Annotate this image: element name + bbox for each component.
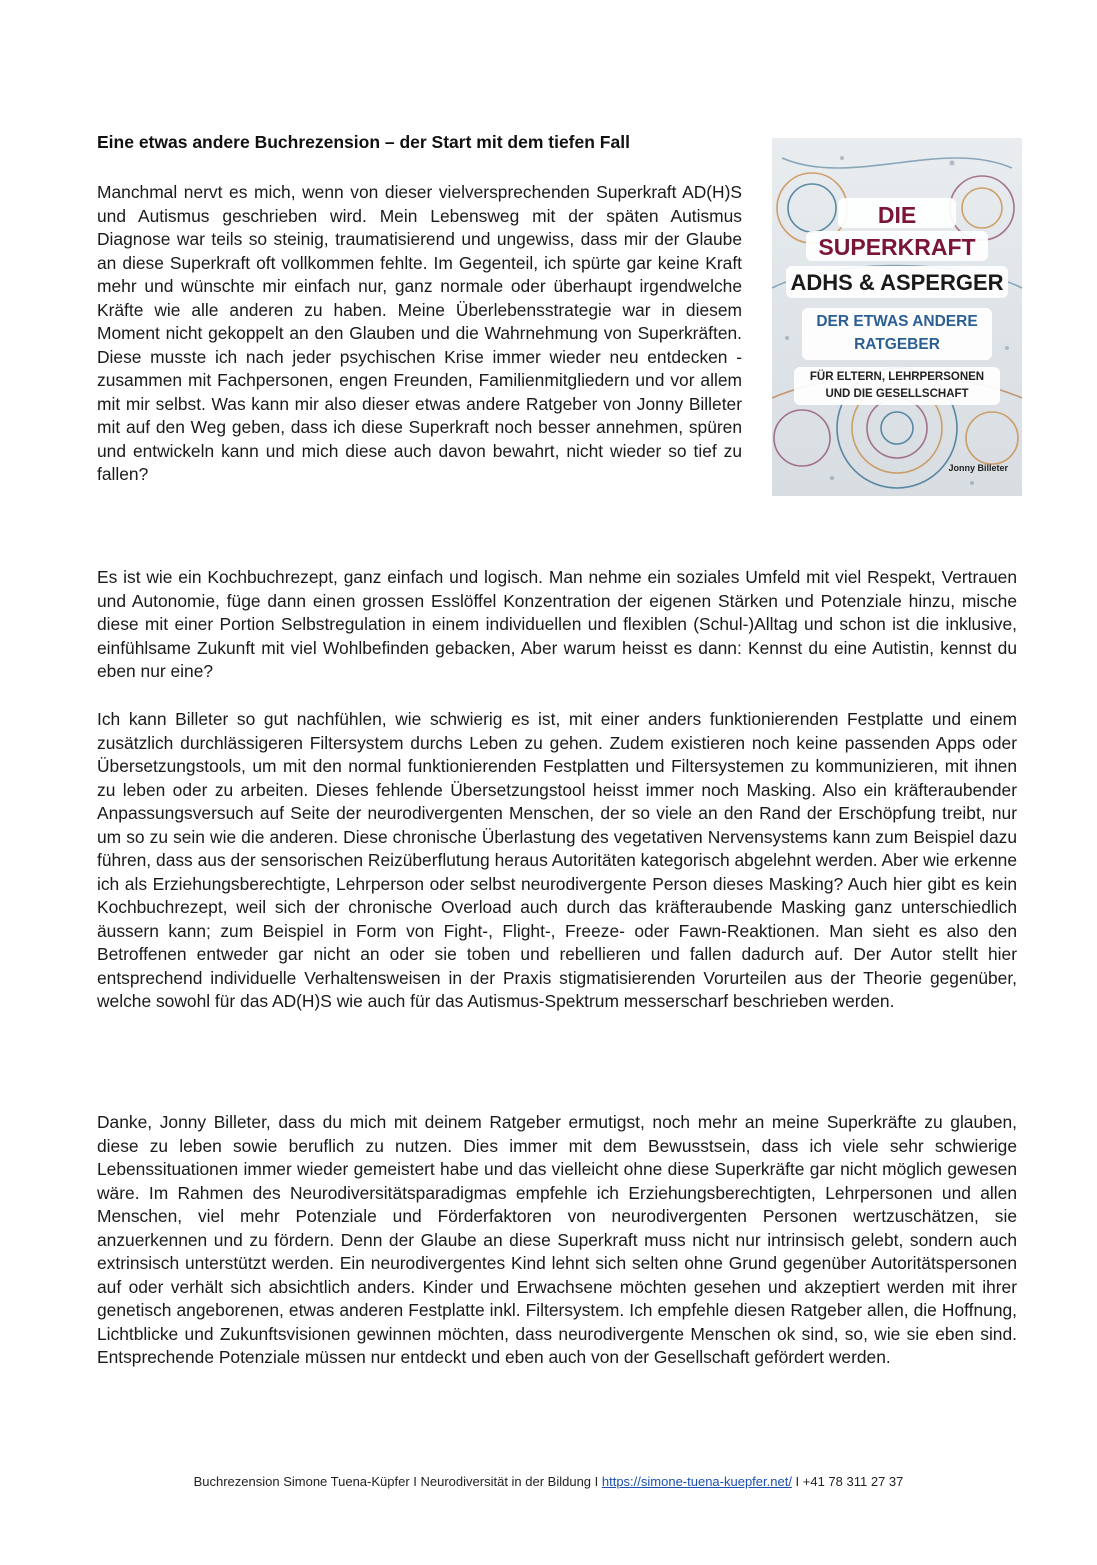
cover-title-adhs: ADHS & ASPERGER — [790, 270, 1004, 295]
cover-audience-2: UND DIE GESELLSCHAFT — [825, 388, 969, 400]
book-cover-image — [772, 138, 1022, 496]
paragraph-3: Ich kann Billeter so gut nachfühlen, wie schwierig es ist, mit einer anders funktionierenden Festplatte und einem zusätzlich durchlässigeren Filtersystem durchs Leben zu gehen. Zudem existieren noch keine passenden Apps oder Übersetzungstools, um mit den normal funktionierenden Festplatten und Filtersystemen zu kommunizieren, mit ihnen zu leben oder zu arbeiten. Dieses fehlende Übersetzungstool heisst immer noch Masking. Also ein kräfteraubender Anpassungsversuch auf Seite der neurodivergenten Menschen, der so viele an den Rand der Erschöpfung treibt, nur um so zu sein wie die anderen. Diese chronische Überlastung des vegetativen Nervensystems kann zum Beispiel dazu führen, dass aus der sensorischen Reizüberflutung heraus Autoritäten kategorisch abgelehnt werden. Aber wie erkenne ich als Erziehungsberechtigte, Lehrperson oder selbst neurodivergente Person dieses Masking? Auch hier gibt es kein Kochbuchrezept, weil sich der chronische Overload auch durch das kräfteraubende Masking ganz unterschiedlich äussern kann; zum Beispiel in Form von Fight-, Flight-, Freeze- oder Fawn-Reaktionen. Man sieht es also den Betroffenen entweder gar nicht an oder sie toben und rebellieren und fallen dadurch auf. Der Autor stellt hier entsprechend individuelle Verhaltensweisen in der Praxis stigmatisierenden Vorurteilen aus der Theorie gegenüber, welche sowohl für das AD(H)S wie auch für das Autismus-Spektrum messerscharf beschrieben werden. — [97, 709, 1017, 1011]
paragraph-1: Manchmal nervt es mich, wenn von dieser vielversprechenden Superkraft AD(H)S und Autismus geschrieben wird. Mein Lebensweg mit der späten Autismus Diagnose war teils so steinig, traumatisierend und ungewiss, dass mir der Glaube an diese Superkraft oft vollkommen fehlte. Im Gegenteil, ich spürte gar keine Kraft mehr und wünschte mir einfach nur, ganz normale oder überhaupt irgendwelche Kräfte wie alle anderen zu haben. Meine Überlebensstrategie war in diesem Moment nicht gekoppelt an den Glauben und die Wahrnehmung von Superkräften. Diese musste ich nach jeder psychischen Krise immer wieder neu entdecken - zusammen mit Fachpersonen, engen Freunden, Familienmitgliedern und vor allem mit mir selbst. Was kann mir also dieser etwas andere Ratgeber von Jonny Billeter mit auf den Weg geben, dass ich diese Superkraft noch besser annehmen, spüren und entwickeln kann und mich diese auch davon bewahrt, nicht wieder so tief zu fallen? — [97, 182, 742, 484]
paragraph-2: Es ist wie ein Kochbuchrezept, ganz einfach und logisch. Man nehme ein soziales Umfeld mit viel Respekt, Vertrauen und Autonomie, füge dann einen grossen Esslöffel Konzentration der eigenen Stärken und Potenziale hinzu, mische diese mit einer Portion Selbstregulation in einem individuellen und flexiblen (Schul-)Alltag und schon ist die inklusive, einfühlsame Zukunft mit viel Wohlbefinden gebacken, Aber warum heisst es dann: Kennst du eine Autistin, kennst du eben nur eine? — [97, 567, 1017, 681]
cover-audience-1: FÜR ELTERN, LEHRPERSONEN — [809, 371, 985, 383]
page-title: Eine etwas andere Buchrezension – der Start mit dem tiefen Fall — [97, 132, 630, 152]
cover-title-die: DIE — [877, 202, 917, 228]
paragraph-4: Danke, Jonny Billeter, dass du mich mit deinem Ratgeber ermutigst, noch mehr an meine Superkräfte zu glauben, diese zu leben sowie beruflich zu nutzen. Dies immer mit dem Bewusstsein, dass ich viele sehr schwierige Lebenssituationen immer wieder gemeistert habe und das vielleicht ohne diese Superkräfte gar nicht möglich gewesen wäre. Im Rahmen des Neurodiversitätsparadigmas empfehle ich Erziehungsberechtigten, Lehrpersonen und allen Menschen, viel mehr Potenziale und Förderfaktoren von neurodivergenten Personen wertzuschätzen, sie anzuerkennen und zu fördern. Denn der Glaube an diese Superkraft muss nicht nur intrinsisch gelebt, sondern auch extrinsisch unterstützt werden. Ein neurodivergentes Kind lehnt sich selten ohne Grund gegenüber Autoritätspersonen auf oder verhält sich absichtlich anders. Kinder und Erwachsene möchten gesehen und akzeptiert werden mit ihrer genetisch angeborenen, etwas anderen Festplatte inkl. Filtersystem. Ich empfehle diesen Ratgeber allen, die Hoffnung, Lichtblicke und Zukunftsvisionen gewinnen möchten, dass neurodivergente Menschen ok sind, so, wie sie eben sind. Entsprechende Potenziale müssen nur entdeckt und eben auch von der Gesellschaft gefördert werden. — [97, 1112, 1017, 1367]
footer-text-before: Buchrezension Simone Tuena-Küpfer I Neurodiversität in der Bildung I — [193, 1474, 602, 1489]
page-footer — [0, 1474, 1097, 1489]
cover-author: Jonny Billeter — [948, 463, 1008, 473]
cover-title-superkraft: SUPERKRAFT — [818, 234, 976, 260]
cover-subtitle-2: RATGEBER — [854, 336, 940, 353]
footer-website-link[interactable]: https://simone-tuena-kuepfer.net/ — [601, 1474, 792, 1489]
footer-text-after: I +41 78 311 27 37 — [791, 1474, 904, 1489]
cover-subtitle-1: DER ETWAS ANDERE — [816, 313, 978, 330]
